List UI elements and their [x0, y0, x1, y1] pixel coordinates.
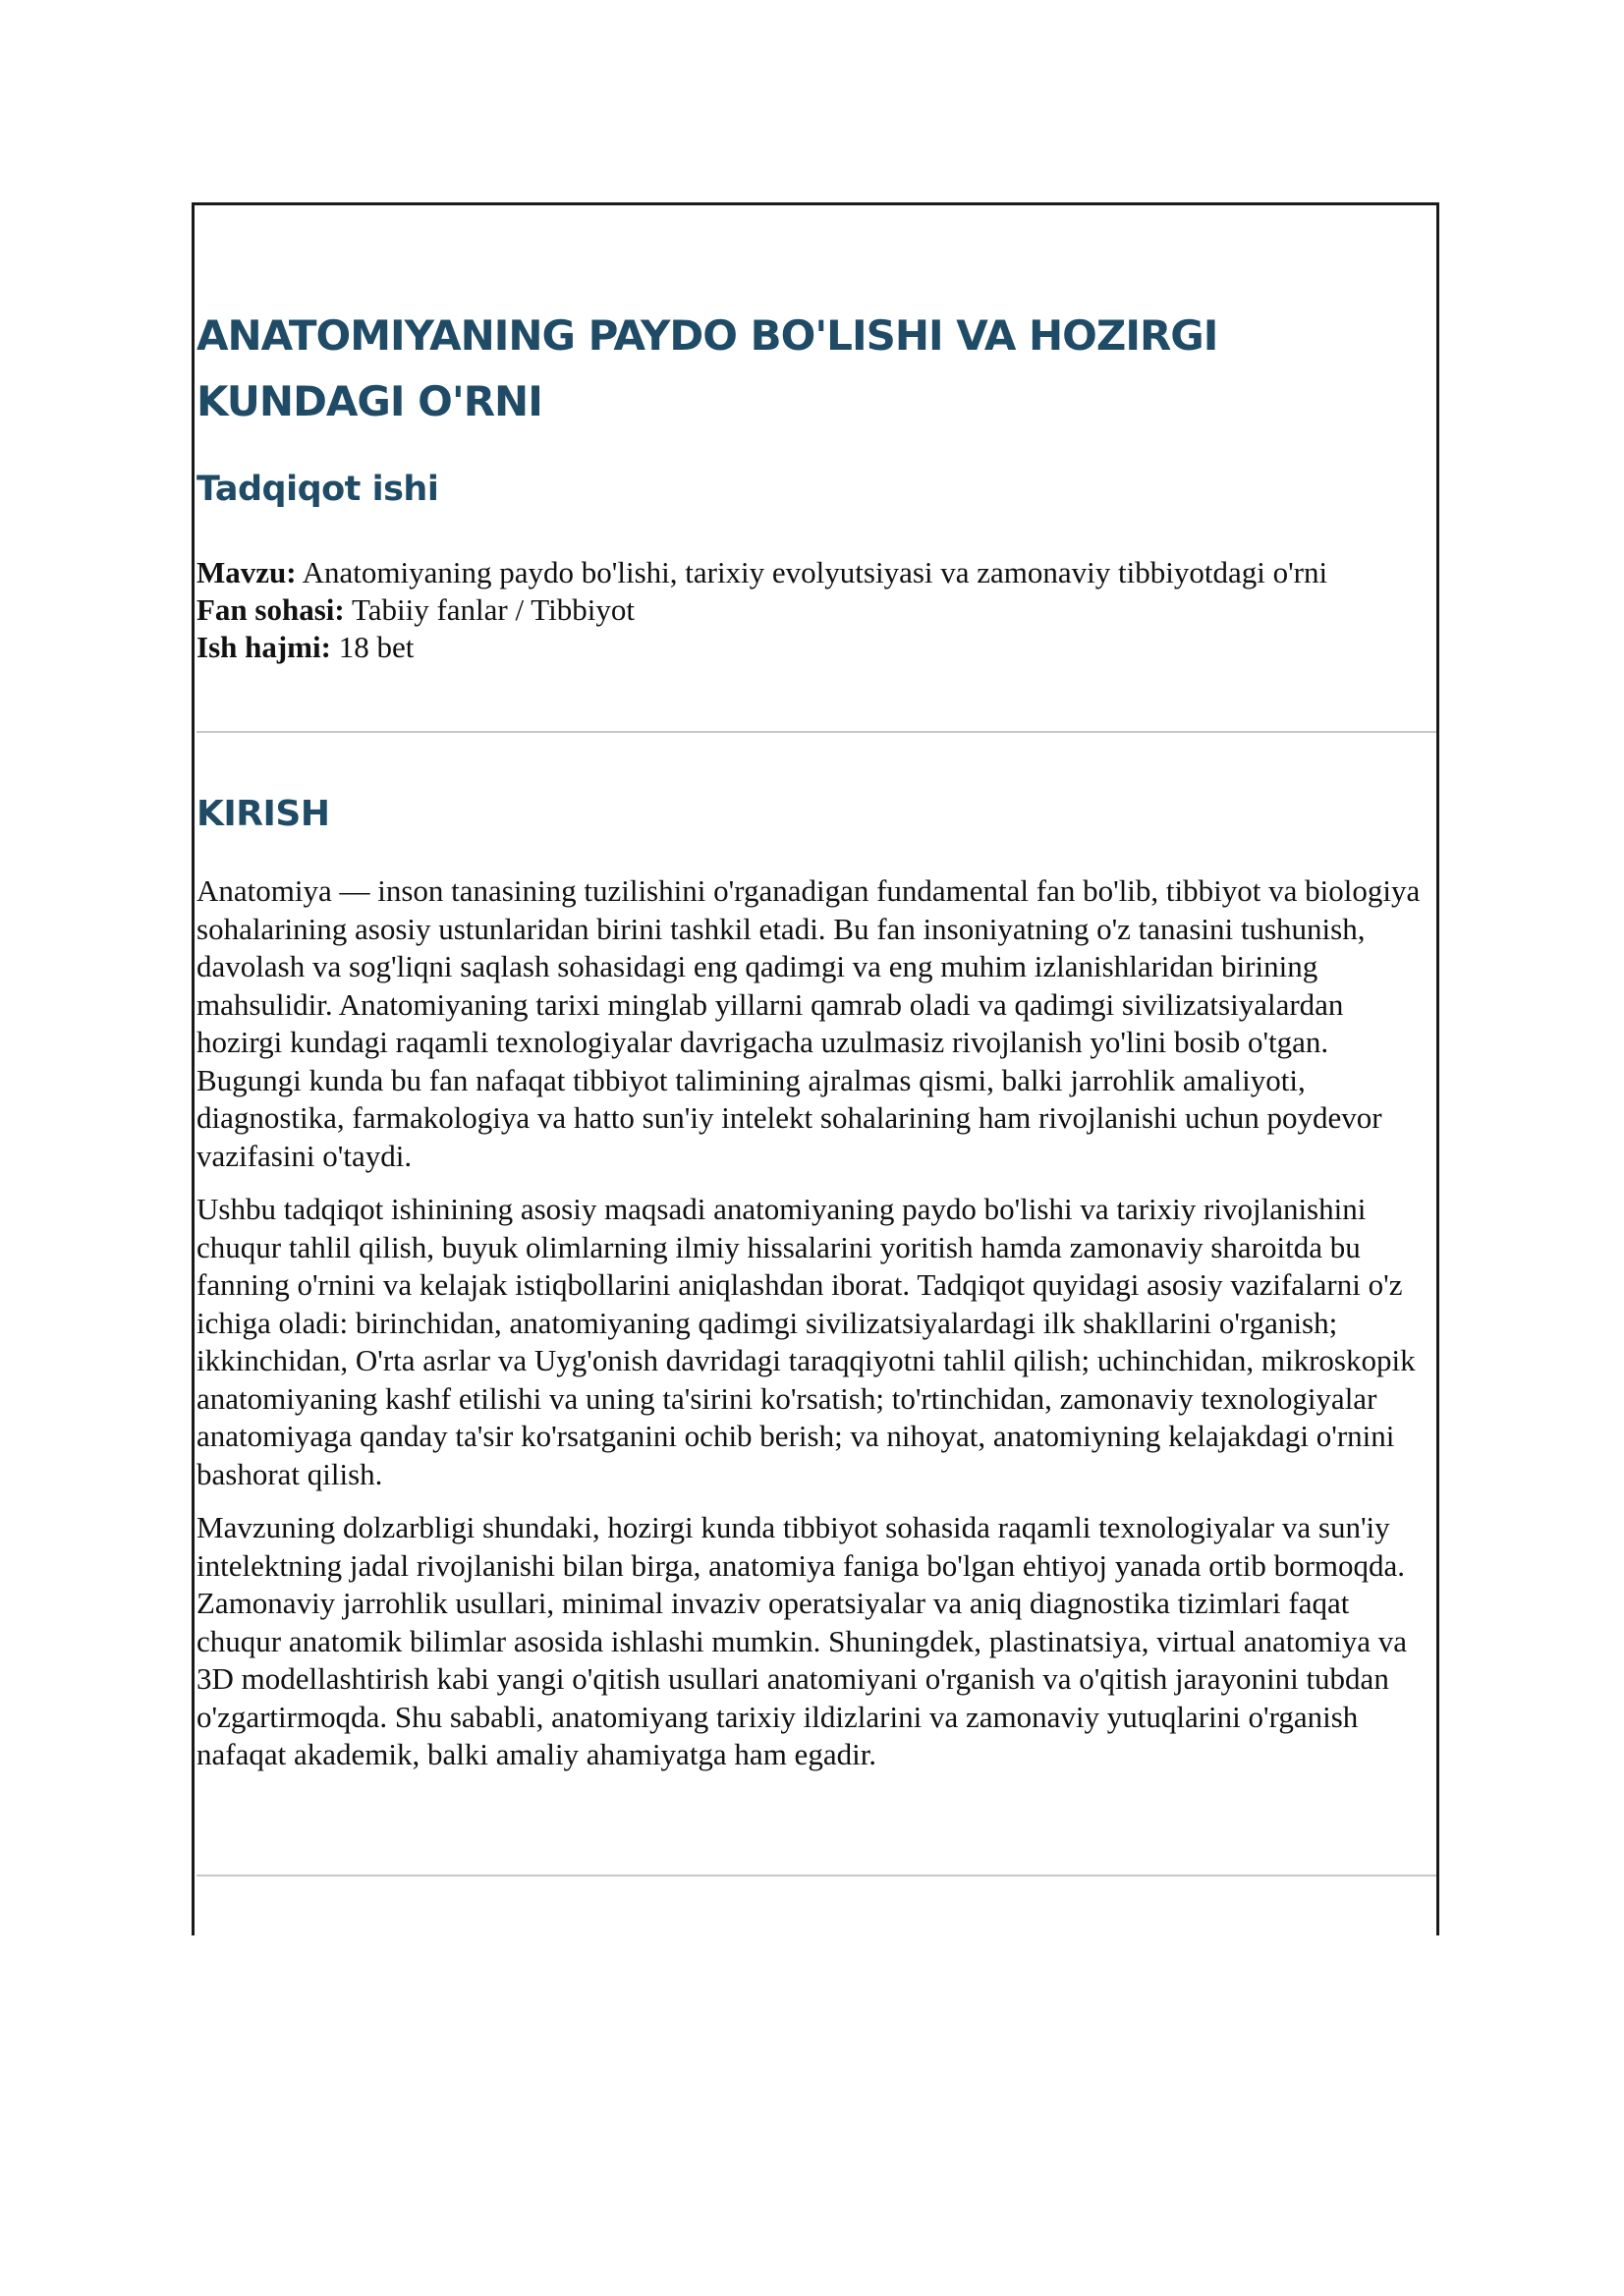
divider [196, 731, 1436, 733]
document-meta [196, 554, 1436, 666]
divider [196, 1875, 1436, 1876]
meta-volume-row [196, 629, 1436, 666]
meta-field-value: Tabiiy fanlar / Tibbiyot [351, 592, 635, 627]
meta-volume-label: Ish hajmi: [196, 630, 331, 664]
meta-topic-label: Mavzu: [196, 555, 297, 589]
meta-volume-value: 18 bet [338, 630, 415, 664]
section-body [196, 872, 1436, 1790]
section-heading: KIRISH [196, 794, 330, 834]
meta-field-label: Fan sohasi: [196, 592, 345, 627]
meta-topic-value: Anatomiyaning paydo bo'lishi, tarixiy evolyutsiyasi va zamonaviy tibbiyotdagi o'rni [302, 555, 1328, 589]
meta-field-row [196, 591, 1436, 629]
paragraph: Anatomiya — inson tanasining tuzilishini o'rganadigan fundamental fan bo'lib, tibbiyot va biologiya sohalarining asosiy ustunlaridan birini tashkil etadi. Bu fan insoniyatning o'z tanasini tushunish, davolash va sog'liqni saqlash sohasidagi eng qadimgi va eng muhim izlanishlaridan birining mahsulidir. Anatomiyaning tarixi minglab yillarni qamrab oladi va qadimgi sivilizatsiyalardan hozirgi kundagi raqamli texnologiyalar davrigacha uzulmasiz rivojlanish yo'lini bosib o'tgan. Bugungi kunda bu fan nafaqat tibbiyot talimining ajralmas qismi, balki jarrohlik amaliyoti, diagnostika, farmakologiya va hatto sun'iy intelekt sohalarining ham rivojlanishi uchun poydevor vazifasini o'taydi. [196, 873, 1421, 1173]
document-subtitle: Tadqiqot ishi [196, 470, 439, 509]
paragraph: Ushbu tadqiqot ishinining asosiy maqsadi anatomiyaning paydo bo'lishi va tarixiy rivojlanishini chuqur tahlil qilish, buyuk olimlarning ilmiy hissalarini yoritish hamda zamonaviy sharoitda bu fanning o'rnini va kelajak istiqbollarini aniqlashdan iborat. Tadqiqot quyidagi asosiy vazifalarni o'z ichiga oladi: birinchidan, anatomiyaning qadimgi sivilizatsiyalardagi ilk shakllarini o'rganish; ikkinchidan, O'rta asrlar va Uyg'onish davridagi taraqqiyotni tahlil qilish; uchinchidan, mikroskopik anatomiyaning kashf etilishi va uning ta'sirini ko'rsatish; to'rtinchidan, zamonaviy texnologiyalar anatomiyaga qanday ta'sir ko'rsatganini ochib berish; va nihoyat, anatomiyning kelajakdagi o'rnini bashorat qilish. [196, 1192, 1416, 1491]
document-title: ANATOMIYANING PAYDO BO'LISHI VA HOZIRGI KUNDAGI O'RNI [196, 311, 1218, 425]
paragraph: Mavzuning dolzarbligi shundaki, hozirgi kunda tibbiyot sohasida raqamli texnologiyalar va sun'iy intelektning jadal rivojlanishi bilan birga, anatomiya faniga bo'lgan ehtiyoj yanada ortib bormoqda. Zamonaviy jarrohlik usullari, minimal invaziv operatsiyalar va aniq diagnostika tizimlari faqat chuqur anatomik bilimlar asosida ishlashi mumkin. Shuningdek, plastinatsiya, virtual anatomiya va 3D modellashtirish kabi yangi o'qitish usullari anatomiyani o'rganish va o'qitish jarayonini tubdan o'zgartirmoqda. Shu sababli, anatomiyang tarixiy ildizlarini va zamonaviy yutuqlarini o'rganish nafaqat akademik, balki amaliy ahamiyatga ham egadir. [196, 1510, 1408, 1771]
meta-topic-row [196, 554, 1436, 591]
